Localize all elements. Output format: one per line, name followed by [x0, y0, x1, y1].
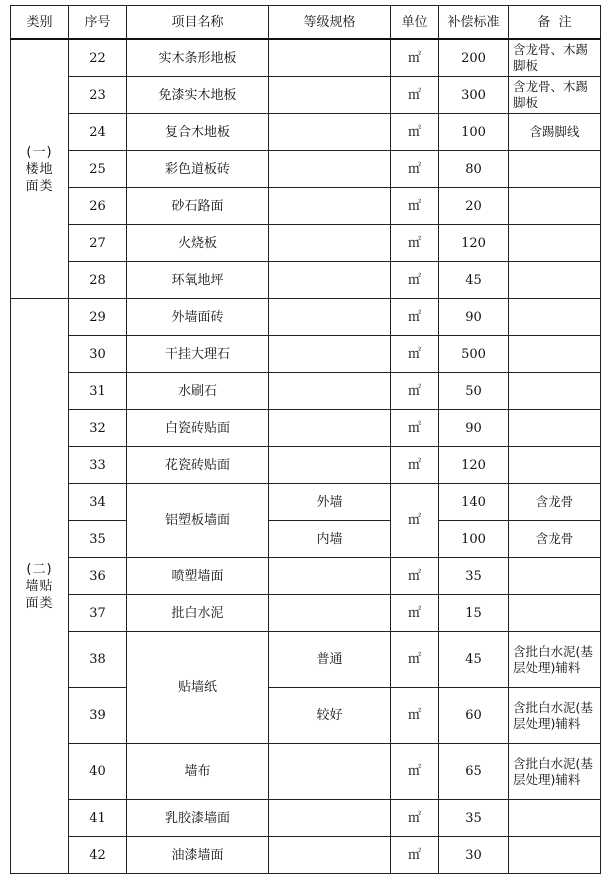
- category-wall: [11, 299, 69, 874]
- cell-note: [509, 837, 601, 874]
- cell-standard: 35: [439, 558, 509, 595]
- cell-unit: ㎡: [391, 77, 439, 114]
- cell-spec: [269, 299, 391, 336]
- cell-spec: [269, 39, 391, 77]
- table-row: [11, 336, 601, 373]
- table-row: [11, 595, 601, 632]
- cell-seq: 23: [69, 77, 127, 114]
- cell-standard: 45: [439, 262, 509, 299]
- cell-item: 花瓷砖贴面: [127, 447, 269, 484]
- cell-seq: 41: [69, 800, 127, 837]
- cell-standard: 300: [439, 77, 509, 114]
- category-wall-line1: (二): [26, 561, 53, 577]
- table-row: [11, 77, 601, 114]
- table-row: [11, 688, 601, 744]
- table-row: [11, 299, 601, 336]
- cell-note: 含龙骨: [509, 484, 601, 521]
- cell-spec: 外墙: [269, 484, 391, 521]
- cell-spec: [269, 262, 391, 299]
- cell-item: 喷塑墙面: [127, 558, 269, 595]
- cell-spec: [269, 77, 391, 114]
- cell-seq: 40: [69, 744, 127, 800]
- table-row: [11, 114, 601, 151]
- cell-spec: [269, 837, 391, 874]
- cell-seq: 31: [69, 373, 127, 410]
- cell-standard: 90: [439, 410, 509, 447]
- cell-unit: ㎡: [391, 447, 439, 484]
- cell-standard: 120: [439, 447, 509, 484]
- table-row: [11, 262, 601, 299]
- cell-spec: [269, 410, 391, 447]
- cell-note: [509, 595, 601, 632]
- cell-seq: 26: [69, 188, 127, 225]
- category-floor-line2: 楼地: [25, 161, 54, 177]
- cell-standard: 65: [439, 744, 509, 800]
- cell-note: 含龙骨、木踢脚板: [509, 39, 601, 77]
- cell-item: 实木条形地板: [127, 39, 269, 77]
- cell-spec: [269, 225, 391, 262]
- cell-spec: [269, 188, 391, 225]
- cell-item: 砂石路面: [127, 188, 269, 225]
- cell-note: 含踢脚线: [509, 114, 601, 151]
- cell-standard: 20: [439, 188, 509, 225]
- cell-spec: [269, 744, 391, 800]
- cell-spec: [269, 114, 391, 151]
- cell-standard: 120: [439, 225, 509, 262]
- cell-item: 贴墙纸: [127, 632, 269, 744]
- cell-item: 干挂大理石: [127, 336, 269, 373]
- cell-unit: ㎡: [391, 837, 439, 874]
- cell-note: 含龙骨、木踢脚板: [509, 77, 601, 114]
- cell-seq: 38: [69, 632, 127, 688]
- cell-item: 乳胶漆墙面: [127, 800, 269, 837]
- cell-item: 免漆实木地板: [127, 77, 269, 114]
- cell-spec: 较好: [269, 688, 391, 744]
- cell-seq: 39: [69, 688, 127, 744]
- category-wall-line3: 面类: [25, 595, 54, 611]
- header-standard: 补偿标准: [439, 6, 509, 40]
- cell-note: [509, 299, 601, 336]
- cell-item: 火烧板: [127, 225, 269, 262]
- table-row: [11, 632, 601, 688]
- cell-note: 含批白水泥(基层处理)辅料: [509, 632, 601, 688]
- cell-seq: 24: [69, 114, 127, 151]
- header-seq: 序号: [69, 6, 127, 40]
- category-wall-line2: 墙贴: [25, 578, 54, 594]
- cell-seq: 32: [69, 410, 127, 447]
- cell-spec: [269, 151, 391, 188]
- table-row: [11, 837, 601, 874]
- cell-item: 外墙面砖: [127, 299, 269, 336]
- cell-unit: ㎡: [391, 484, 439, 558]
- table-row: [11, 151, 601, 188]
- cell-unit: ㎡: [391, 299, 439, 336]
- cell-note: [509, 151, 601, 188]
- compensation-table: [10, 5, 601, 874]
- header-category: 类别: [11, 6, 69, 40]
- cell-item: 环氧地坪: [127, 262, 269, 299]
- cell-item: 油漆墙面: [127, 837, 269, 874]
- table-row: [11, 188, 601, 225]
- table-row: [11, 558, 601, 595]
- table-row: [11, 410, 601, 447]
- cell-spec: [269, 336, 391, 373]
- cell-note: [509, 373, 601, 410]
- cell-seq: 22: [69, 39, 127, 77]
- header-note: 备 注: [509, 6, 601, 40]
- cell-seq: 42: [69, 837, 127, 874]
- category-floor-line1: (一): [26, 144, 53, 160]
- cell-seq: 33: [69, 447, 127, 484]
- cell-seq: 30: [69, 336, 127, 373]
- cell-seq: 28: [69, 262, 127, 299]
- cell-item: 墙布: [127, 744, 269, 800]
- cell-spec: [269, 595, 391, 632]
- cell-seq: 34: [69, 484, 127, 521]
- cell-note: [509, 410, 601, 447]
- cell-note: [509, 262, 601, 299]
- cell-note: 含龙骨: [509, 521, 601, 558]
- cell-item: 复合木地板: [127, 114, 269, 151]
- cell-standard: 35: [439, 800, 509, 837]
- table-row: [11, 484, 601, 521]
- cell-standard: 100: [439, 521, 509, 558]
- cell-item: 批白水泥: [127, 595, 269, 632]
- cell-unit: ㎡: [391, 632, 439, 688]
- cell-seq: 29: [69, 299, 127, 336]
- cell-seq: 35: [69, 521, 127, 558]
- cell-note: [509, 336, 601, 373]
- cell-standard: 30: [439, 837, 509, 874]
- cell-standard: 80: [439, 151, 509, 188]
- cell-spec: 内墙: [269, 521, 391, 558]
- cell-spec: [269, 800, 391, 837]
- cell-item: 铝塑板墙面: [127, 484, 269, 558]
- table-row: [11, 521, 601, 558]
- cell-spec: [269, 558, 391, 595]
- cell-unit: ㎡: [391, 151, 439, 188]
- cell-seq: 36: [69, 558, 127, 595]
- cell-note: [509, 188, 601, 225]
- cell-seq: 37: [69, 595, 127, 632]
- header-unit: 单位: [391, 6, 439, 40]
- cell-unit: ㎡: [391, 595, 439, 632]
- category-floor-line3: 面类: [25, 178, 54, 194]
- table-row: [11, 744, 601, 800]
- cell-unit: ㎡: [391, 39, 439, 77]
- table-row: [11, 39, 601, 77]
- cell-item: 白瓷砖贴面: [127, 410, 269, 447]
- header-item: 项目名称: [127, 6, 269, 40]
- table-row: [11, 373, 601, 410]
- cell-unit: ㎡: [391, 800, 439, 837]
- cell-standard: 140: [439, 484, 509, 521]
- cell-spec: [269, 373, 391, 410]
- cell-unit: ㎡: [391, 262, 439, 299]
- cell-unit: ㎡: [391, 188, 439, 225]
- table-row: [11, 225, 601, 262]
- cell-standard: 15: [439, 595, 509, 632]
- cell-standard: 45: [439, 632, 509, 688]
- cell-note: [509, 225, 601, 262]
- cell-unit: ㎡: [391, 688, 439, 744]
- cell-unit: ㎡: [391, 336, 439, 373]
- cell-unit: ㎡: [391, 373, 439, 410]
- cell-standard: 100: [439, 114, 509, 151]
- cell-unit: ㎡: [391, 114, 439, 151]
- cell-note: 含批白水泥(基层处理)辅料: [509, 744, 601, 800]
- cell-item: 彩色道板砖: [127, 151, 269, 188]
- cell-note: [509, 558, 601, 595]
- cell-standard: 60: [439, 688, 509, 744]
- category-floor: [11, 39, 69, 299]
- header-spec: 等级规格: [269, 6, 391, 40]
- cell-unit: ㎡: [391, 744, 439, 800]
- header-row: [11, 6, 601, 40]
- table-row: [11, 800, 601, 837]
- table-row: [11, 447, 601, 484]
- cell-note: [509, 800, 601, 837]
- cell-unit: ㎡: [391, 410, 439, 447]
- cell-spec: 普通: [269, 632, 391, 688]
- cell-unit: ㎡: [391, 558, 439, 595]
- cell-seq: 25: [69, 151, 127, 188]
- cell-standard: 90: [439, 299, 509, 336]
- cell-note: 含批白水泥(基层处理)辅料: [509, 688, 601, 744]
- cell-standard: 500: [439, 336, 509, 373]
- cell-standard: 200: [439, 39, 509, 77]
- cell-note: [509, 447, 601, 484]
- cell-spec: [269, 447, 391, 484]
- cell-item: 水刷石: [127, 373, 269, 410]
- cell-standard: 50: [439, 373, 509, 410]
- cell-unit: ㎡: [391, 225, 439, 262]
- cell-seq: 27: [69, 225, 127, 262]
